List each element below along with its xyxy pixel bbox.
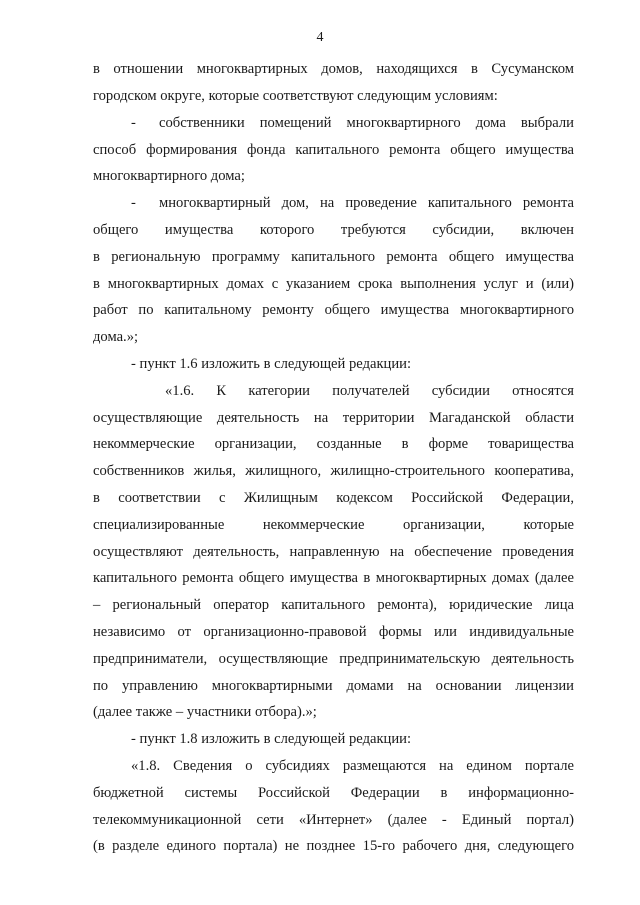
page-number: 4 — [316, 30, 324, 45]
text-line: общего имущества которого требуются субсидии, включен — [93, 222, 574, 238]
text-line: в региональную программу капитального ремонта общего имущества — [93, 249, 574, 265]
text-line: некоммерческие организации, созданные в форме товарищества — [93, 436, 574, 452]
text-line: в соответствии с Жилищным кодексом Российской Федерации, — [93, 490, 574, 506]
text-line: в многоквартирных домах с указанием срока выполнения услуг и (или) — [93, 276, 574, 292]
text-line: специализированные некоммерческие организации, которые — [93, 517, 574, 533]
text-line: «1.6. К категории получателей субсидии относятся — [165, 383, 574, 399]
text-line: в отношении многоквартирных домов, находящихся в Сусуманском — [93, 61, 574, 77]
list-dash: - — [131, 115, 136, 131]
list-dash: - — [131, 195, 136, 211]
text-line: собственников жилья, жилищного, жилищно-строительного кооператива, — [93, 463, 574, 479]
text-line: «1.8. Сведения о субсидиях размещаются на едином портале — [131, 758, 574, 774]
text-line: капитального ремонта общего имущества в многоквартирных домах (далее — [93, 570, 574, 586]
text-line: – региональный оператор капитального ремонта), юридические лица — [93, 597, 574, 613]
text-line: многоквартирного дома; — [93, 168, 245, 184]
text-line: многоквартирный дом, на проведение капитального ремонта — [159, 195, 574, 211]
text-line: - пункт 1.8 изложить в следующей редакции: — [131, 731, 412, 747]
text-line: собственники помещений многоквартирного дома выбрали — [159, 115, 574, 131]
text-line: телекоммуникационной сети «Интернет» (далее - Единый портал) — [93, 812, 574, 828]
text-line: работ по капитальному ремонту общего имущества многоквартирного — [93, 302, 574, 318]
text-line: - пункт 1.6 изложить в следующей редакции: — [131, 356, 412, 372]
text-line: осуществляют деятельность, направленную на обеспечение проведения — [93, 544, 574, 560]
text-line: осуществляющие деятельность на территории Магаданской области — [93, 410, 574, 426]
text-line: предприниматели, осуществляющие предпринимательскую деятельность — [93, 651, 574, 667]
text-line: независимо от организационно-правовой формы или индивидуальные — [93, 624, 574, 640]
text-line: бюджетной системы Российской Федерации в информационно- — [93, 785, 574, 801]
text-line: способ формирования фонда капитального ремонта общего имущества — [93, 142, 574, 158]
text-line: городском округе, которые соответствуют следующим условиям: — [93, 88, 498, 104]
text-line: (в разделе единого портала) не позднее 15-го рабочего дня, следующего — [93, 838, 574, 854]
text-line: по управлению многоквартирными домами на основании лицензии — [93, 678, 574, 694]
text-line: (далее также – участники отбора).»; — [93, 704, 317, 720]
text-line: дома.»; — [93, 329, 139, 345]
